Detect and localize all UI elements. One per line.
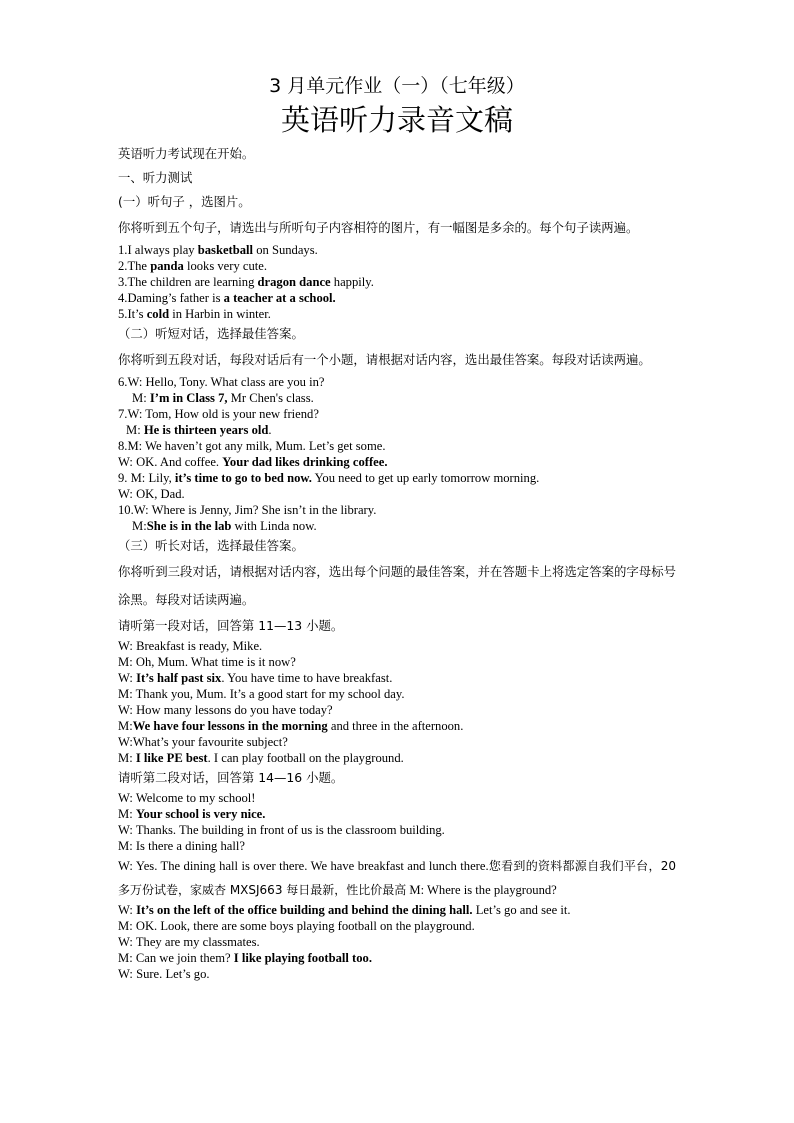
script-line: M: Thank you, Mum. It’s a good start for my school day. xyxy=(118,687,405,701)
script-line: W: It’s half past six. You have time to have breakfast. xyxy=(118,671,393,685)
document-title: 英语听力录音文稿 xyxy=(280,103,513,137)
script-line: 3.The children are learning dragon dance happily. xyxy=(118,275,374,289)
intro-text: 英语听力考试现在开始。 xyxy=(118,146,255,161)
document-subtitle: 3 月单元作业（一）（七年级） xyxy=(269,75,525,97)
script-line: W: OK. And coffee. Your dad likes drinking coffee. xyxy=(118,455,388,469)
script-line: W: It’s on the left of the office building and behind the dining hall. Let’s go and see it. xyxy=(118,903,571,917)
script-line: W: Thanks. The building in front of us is the classroom building. xyxy=(118,823,445,837)
section2-lines xyxy=(118,374,676,534)
script-line: 9. M: Lily, it’s time to go to bed now. You need to get up early tomorrow morning. xyxy=(118,471,540,485)
watermark-text: 您看到的资料都源自我们平台，20 多万份试卷，家威杏 MXSJ663 每日最新，性比价最高 xyxy=(118,859,676,897)
script-line: 7.W: Tom, How old is your new friend? xyxy=(118,407,319,421)
script-line: M: I’m in Class 7, Mr Chen's class. xyxy=(132,391,314,405)
script-line: 2.The panda looks very cute. xyxy=(118,259,268,273)
section2-instruction: 你将听到五段对话，每段对话后有一个小题，请根据对话内容，选出最佳答案。每段对话读两遍。 xyxy=(118,352,651,367)
script-line: M:She is in the lab with Linda now. xyxy=(132,519,317,533)
dialogue1-lines xyxy=(118,638,676,766)
script-line: W: How many lessons do you have today? xyxy=(118,703,333,717)
dialogue2-lines xyxy=(118,790,676,854)
script-line: M: OK. Look, there are some boys playing football on the playground. xyxy=(118,919,475,933)
script-line: M: Is there a dining hall? xyxy=(118,839,245,853)
section2-heading: （二）听短对话，选择最佳答案。 xyxy=(118,326,304,341)
part1-heading: 一、听力测试 xyxy=(118,170,193,185)
section1-heading: (一）听句子 ，选图片。 xyxy=(118,194,251,209)
document-body xyxy=(118,142,676,982)
dialogue1-heading: 请听第一段对话，回答第 11—13 小题。 xyxy=(118,618,344,633)
script-line: M: Oh, Mum. What time is it now? xyxy=(118,655,296,669)
script-line: W: Breakfast is ready, Mike. xyxy=(118,639,263,653)
script-line: M: He is thirteen years old. xyxy=(126,423,272,437)
dialogue2-lines-continued xyxy=(118,902,676,982)
script-line: W: OK, Dad. xyxy=(118,487,185,501)
script-line: M:We have four lessons in the morning and three in the afternoon. xyxy=(118,719,464,733)
script-line: M: Can we join them? I like playing football too. xyxy=(118,951,372,965)
script-line: 8.M: We haven’t got any milk, Mum. Let’s get some. xyxy=(118,439,386,453)
section1-instruction: 你将听到五个句子，请选出与所听句子内容相符的图片，有一幅图是多余的。每个句子读两遍。 xyxy=(118,220,639,235)
script-line: 5.It’s cold in Harbin in winter. xyxy=(118,307,271,321)
script-line: M: Your school is very nice. xyxy=(118,807,266,821)
script-line: W:What’s your favourite subject? xyxy=(118,735,288,749)
watermark-paragraph: W: Yes. The dining hall is over there. We have breakfast and lunch there.您看到的资料都源自我们平台，20 多万份试卷，家威杏 MXSJ663 每日最新，性比价最高 M: Where is the playground? xyxy=(118,859,676,897)
script-line: W: Welcome to my school! xyxy=(118,791,256,805)
section3-instruction: 你将听到三段对话，请根据对话内容，选出每个问题的最佳答案，并在答题卡上将选定答案的字母标号涂黑。每段对话读两遍。 xyxy=(118,564,676,607)
script-line: W: They are my classmates. xyxy=(118,935,260,949)
script-line: W: Sure. Let’s go. xyxy=(118,967,210,981)
section3-heading: （三）听长对话，选择最佳答案。 xyxy=(118,538,304,553)
dialogue2-heading: 请听第二段对话，回答第 14—16 小题。 xyxy=(118,770,344,785)
script-line: 4.Daming’s father is a teacher at a school. xyxy=(118,291,336,305)
script-line: 10.W: Where is Jenny, Jim? She isn’t in the library. xyxy=(118,503,377,517)
script-line: M: I like PE best. I can play football on the playground. xyxy=(118,751,404,765)
script-line: 6.W: Hello, Tony. What class are you in? xyxy=(118,375,325,389)
script-line: 1.I always play basketball on Sundays. xyxy=(118,243,318,257)
section1-lines xyxy=(118,242,676,322)
